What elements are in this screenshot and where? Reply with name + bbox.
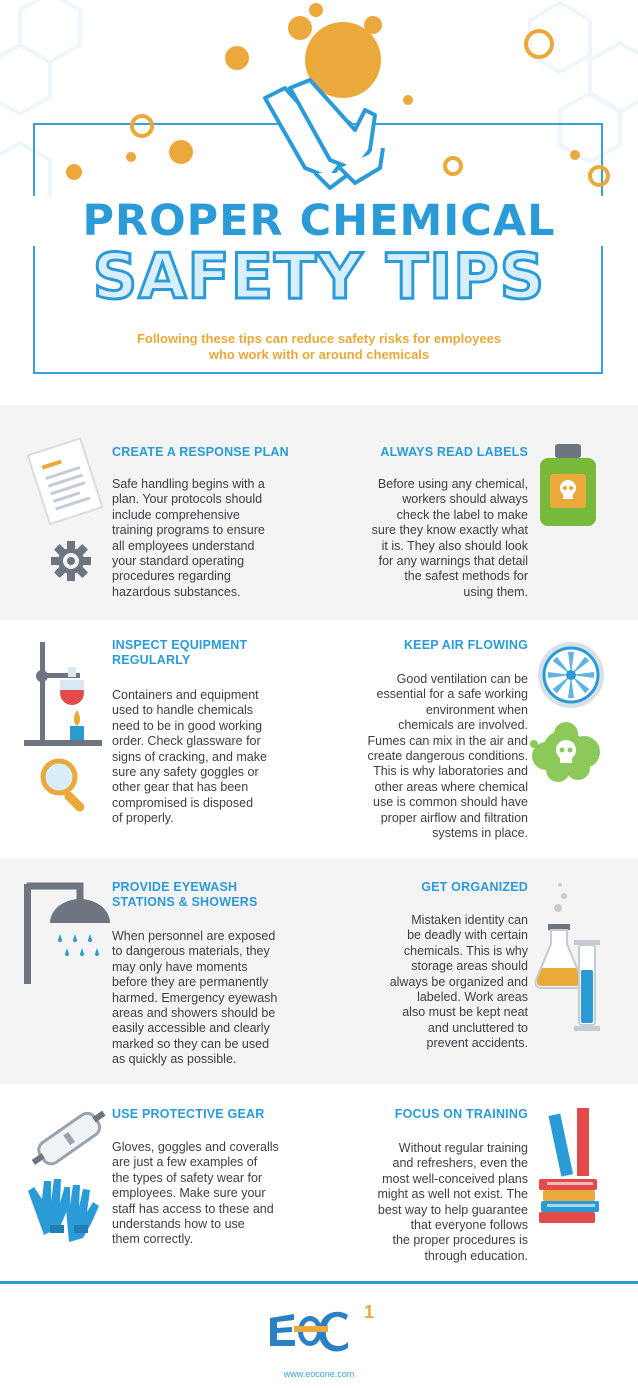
body-line: chemicals. This is why bbox=[403, 943, 528, 958]
body-line: it is. They also should look bbox=[381, 538, 528, 553]
section-body bbox=[112, 477, 302, 600]
body-line: for any warnings that detail bbox=[378, 554, 528, 569]
body-line: before they are permanently bbox=[112, 975, 269, 990]
subtitle-line1: Following these tips can reduce safety risks for employees bbox=[136, 331, 502, 346]
gloves-icon bbox=[24, 1175, 104, 1235]
body-line: that everyone follows bbox=[410, 1218, 528, 1233]
body-line: need to be in good working bbox=[112, 718, 263, 733]
body-line: understands how to use bbox=[112, 1217, 245, 1232]
body-line: prevent accidents. bbox=[426, 1036, 528, 1051]
body-line: chemicals are involved. bbox=[398, 718, 528, 733]
body-line: your standard operating bbox=[112, 554, 245, 569]
body-line: This is why laboratories and bbox=[373, 764, 528, 779]
gloves-header-icon bbox=[255, 78, 395, 198]
body-line: and uncluttered to bbox=[427, 1020, 528, 1035]
body-line: them correctly. bbox=[112, 1232, 194, 1247]
gear-icon bbox=[50, 540, 92, 582]
section-body bbox=[336, 672, 528, 841]
body-line: best way to help guarantee bbox=[377, 1202, 528, 1217]
footer-divider bbox=[0, 1281, 638, 1284]
body-line: and refreshers, even the bbox=[392, 1156, 528, 1171]
body-line: may only have moments bbox=[112, 959, 248, 974]
body-line: the safest methods for bbox=[404, 569, 528, 584]
body-line: areas and showers should be bbox=[112, 1006, 276, 1021]
body-line: signs of cracking, and make bbox=[112, 749, 267, 764]
lab-stand-icon bbox=[22, 640, 102, 750]
body-line: employees. Make sure your bbox=[112, 1186, 266, 1201]
toxic-cloud-icon bbox=[528, 722, 608, 784]
body-line: Mistaken identity can bbox=[411, 913, 528, 927]
page-subtitle bbox=[100, 331, 538, 363]
eoc-logo bbox=[264, 1300, 384, 1360]
section-title: KEEP AIR FLOWING bbox=[403, 638, 528, 652]
body-line: environment when bbox=[425, 702, 528, 717]
body-line: Good ventilation can be bbox=[396, 672, 528, 686]
section-body bbox=[112, 688, 302, 827]
section-title: GET ORGANIZED bbox=[421, 880, 528, 894]
body-line: Safe handling begins with a bbox=[112, 477, 265, 491]
body-line: sure they know exactly what bbox=[371, 523, 528, 538]
body-line: also must be kept neat bbox=[402, 1005, 528, 1020]
title-line: INSPECT EQUIPMENT bbox=[112, 638, 248, 652]
body-line: easily accessible and clearly bbox=[112, 1021, 270, 1036]
section-title: FOCUS ON TRAINING bbox=[394, 1107, 528, 1121]
section-title bbox=[112, 638, 302, 668]
body-line: to dangerous materials, they bbox=[112, 944, 270, 959]
body-line: systems in place. bbox=[432, 826, 528, 841]
body-line: staff has access to these and bbox=[112, 1201, 274, 1216]
body-line: as quickly as possible. bbox=[112, 1052, 237, 1067]
chemical-bottle-icon bbox=[538, 444, 598, 528]
body-line: hazardous substances. bbox=[112, 584, 241, 599]
section-title: CREATE A RESPONSE PLAN bbox=[112, 445, 289, 459]
body-line: compromised is disposed bbox=[112, 795, 254, 810]
body-line: Before using any chemical, bbox=[377, 477, 528, 491]
section-title bbox=[112, 880, 302, 910]
body-line: essential for a safe working bbox=[376, 687, 528, 702]
subtitle-line2: who work with or around chemicals bbox=[208, 347, 430, 362]
body-line: using them. bbox=[463, 584, 528, 599]
body-line: check the label to make bbox=[396, 507, 528, 522]
body-line: other gear that has been bbox=[112, 780, 249, 795]
fan-icon bbox=[536, 640, 606, 710]
body-line: plan. Your protocols should bbox=[112, 492, 263, 507]
title-line: STATIONS & SHOWERS bbox=[112, 895, 258, 909]
body-line: use is common should have bbox=[373, 795, 528, 810]
body-line: When personnel are exposed bbox=[112, 929, 276, 943]
body-line: be deadly with certain bbox=[407, 928, 528, 943]
body-line: always be organized and bbox=[389, 974, 528, 989]
body-line: the proper procedures is bbox=[392, 1233, 528, 1248]
test-tube-icon bbox=[572, 940, 602, 1035]
section-body bbox=[336, 913, 528, 1052]
body-line: storage areas should bbox=[411, 959, 528, 974]
body-line: labeled. Work areas bbox=[417, 990, 528, 1005]
body-line: harmed. Emergency eyewash bbox=[112, 990, 278, 1005]
books-icon bbox=[537, 1106, 602, 1236]
body-line: all employees understand bbox=[112, 538, 255, 553]
body-line: Without regular training bbox=[398, 1141, 528, 1155]
page-title-line2: SAFETY TIPS bbox=[92, 240, 546, 313]
page-title-line1: PROPER CHEMICAL bbox=[0, 196, 638, 246]
body-line: marked so they can be used bbox=[112, 1036, 270, 1051]
section-body bbox=[336, 1141, 528, 1264]
section-title: USE PROTECTIVE GEAR bbox=[112, 1107, 265, 1121]
body-line: might as well not exist. The bbox=[377, 1187, 528, 1202]
logo-superscript: 1 bbox=[364, 1302, 375, 1322]
section-body bbox=[336, 477, 528, 600]
body-line: used to handle chemicals bbox=[112, 703, 254, 718]
section-body bbox=[112, 1140, 302, 1248]
section-title: ALWAYS READ LABELS bbox=[380, 445, 528, 459]
body-line: procedures regarding bbox=[112, 569, 231, 584]
title-line: PROVIDE EYEWASH bbox=[112, 880, 238, 894]
body-line: include comprehensive bbox=[112, 507, 240, 522]
body-line: training programs to ensure bbox=[112, 523, 265, 538]
body-line: of properly. bbox=[112, 811, 174, 826]
body-line: the types of safety wear for bbox=[112, 1170, 263, 1185]
shower-icon bbox=[20, 878, 110, 988]
title-line: REGULARLY bbox=[112, 653, 191, 667]
section-body bbox=[112, 929, 302, 1068]
body-line: workers should always bbox=[402, 492, 528, 507]
website-link[interactable]: www.eocone.com bbox=[283, 1369, 355, 1379]
body-line: most well-conceived plans bbox=[382, 1171, 528, 1186]
body-line: sure any safety goggles or bbox=[112, 765, 259, 780]
body-line: order. Check glassware for bbox=[112, 734, 261, 749]
body-line: Containers and equipment bbox=[112, 688, 259, 702]
body-line: Gloves, goggles and coveralls bbox=[112, 1140, 279, 1154]
body-line: proper airflow and filtration bbox=[380, 810, 528, 825]
body-line: are just a few examples of bbox=[112, 1155, 258, 1170]
goggles-icon bbox=[32, 1108, 107, 1170]
body-line: create dangerous conditions. bbox=[367, 749, 528, 764]
body-line: through education. bbox=[424, 1248, 528, 1263]
body-line: Fumes can mix in the air and bbox=[367, 733, 528, 748]
magnifier-icon bbox=[38, 756, 96, 814]
body-line: other areas where chemical bbox=[374, 779, 528, 794]
